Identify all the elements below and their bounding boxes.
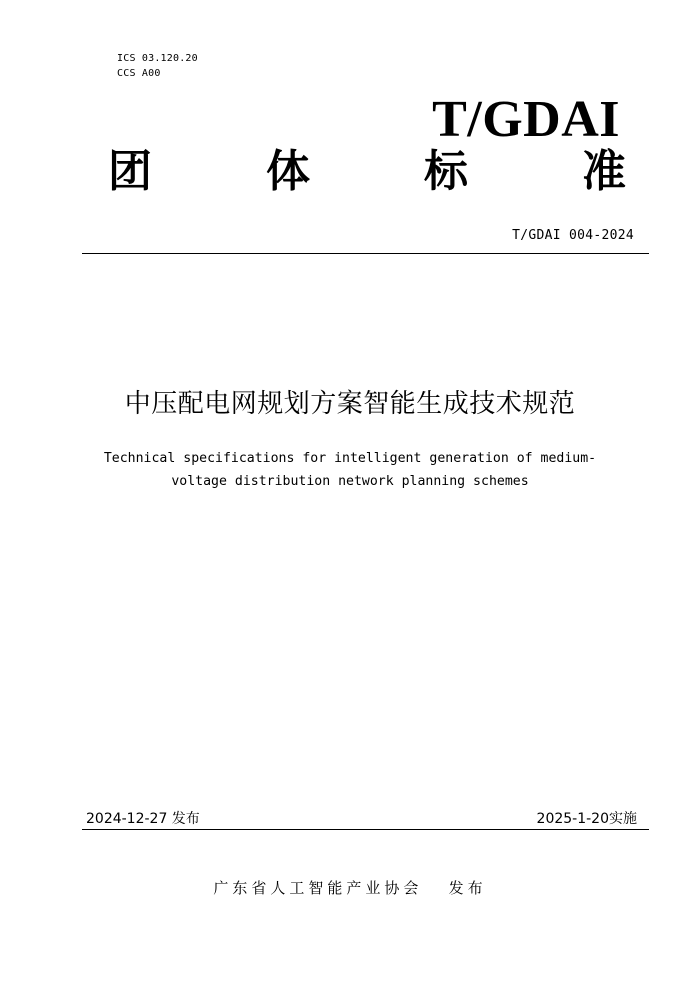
document-type-char: 体 bbox=[266, 146, 310, 197]
english-title-line: voltage distribution network planning schemes bbox=[171, 474, 529, 489]
ccs-code: CCS A00 bbox=[117, 68, 161, 79]
ics-code: ICS 03.120.20 bbox=[117, 53, 198, 64]
implementation-date: 2025-1-20实施 bbox=[536, 811, 637, 827]
issue-date: 2024-12-27 发布 bbox=[86, 811, 200, 827]
standard-number: T/GDAI 004-2024 bbox=[512, 228, 634, 243]
english-title bbox=[90, 447, 610, 493]
publisher: 广东省人工智能产业协会 发布 bbox=[213, 879, 487, 897]
document-type-char: 标 bbox=[424, 146, 468, 197]
document-type-char: 准 bbox=[582, 146, 626, 197]
chinese-title: 中压配电网规划方案智能生成技术规范 bbox=[124, 389, 576, 419]
document-type bbox=[108, 146, 626, 198]
document-type-char: 团 bbox=[108, 146, 152, 197]
english-title-line: Technical specifications for intelligent generation of medium- bbox=[103, 451, 597, 466]
top-divider bbox=[82, 253, 649, 254]
organization-code: T/GDAI bbox=[432, 91, 620, 148]
bottom-divider bbox=[82, 829, 649, 830]
